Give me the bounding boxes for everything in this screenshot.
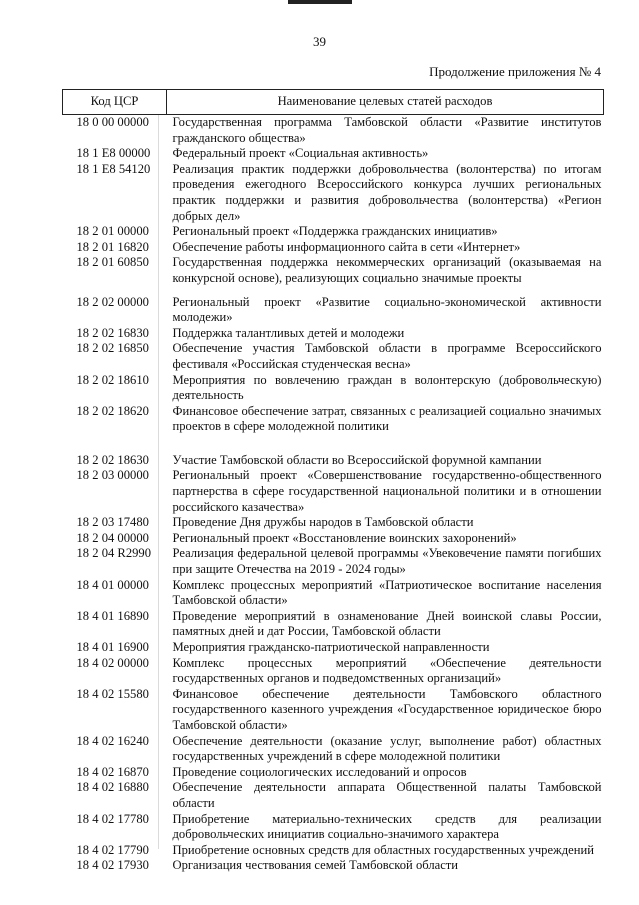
table-row <box>63 255 604 294</box>
table-row <box>63 468 604 515</box>
row-code: 18 4 01 00000 <box>76 577 149 592</box>
row-code: 18 2 04 00000 <box>76 530 149 545</box>
table-row <box>63 115 604 147</box>
row-name: Приобретение основных средств для областных государственных учреждений <box>172 842 594 857</box>
table-row <box>63 843 604 859</box>
row-name: Комплекс процессных мероприятий «Обеспечение деятельности государственных органов и подведомственных организаций» <box>172 655 602 686</box>
row-code: 18 2 02 00000 <box>76 294 149 309</box>
top-edge-mark <box>288 0 352 4</box>
row-code: 18 1 E8 54120 <box>76 161 151 176</box>
table-row <box>63 295 604 326</box>
row-name: Региональный проект «Совершенствование государственно-общественного партнерства в сфере государственной национальной политики и в отношении российского казачества» <box>172 468 602 514</box>
row-name: Обеспечение деятельности (оказание услуг, выполнение работ) областных государственных учреждений в сфере молодежной политики <box>172 733 602 764</box>
table-body <box>63 115 604 874</box>
continuation-label: Продолжение приложения № 4 <box>429 64 601 79</box>
row-code: 18 4 02 17930 <box>76 858 149 873</box>
table-row <box>63 373 604 404</box>
row-name: Комплекс процессных мероприятий «Патриотическое воспитание населения Тамбовской области» <box>172 577 602 608</box>
row-name: Участие Тамбовской области во Всероссийской форумной кампании <box>172 452 542 467</box>
table-row <box>63 453 604 469</box>
row-name: Реализация практик поддержки добровольчества (волонтерства) по итогам проведения ежегодного Всероссийского конкурса лучших региональных практик поддержки и развития добровольчества (волонтерства) «Регион добрых дел» <box>172 161 602 223</box>
row-code: 18 1 E8 00000 <box>76 146 151 161</box>
row-code: 18 2 02 18610 <box>76 372 149 387</box>
row-name: Проведение социологических исследований и опросов <box>172 764 467 779</box>
row-name: Региональный проект «Поддержка гражданских инициатив» <box>172 224 498 239</box>
row-code: 18 4 02 15580 <box>76 686 149 701</box>
table-row <box>63 404 604 453</box>
table-row <box>63 858 604 874</box>
table-row <box>63 240 604 256</box>
row-code: 18 4 02 00000 <box>76 655 149 670</box>
row-code: 18 4 01 16900 <box>76 640 149 654</box>
table-row <box>63 609 604 640</box>
row-name: Обеспечение деятельности аппарата Общественной палаты Тамбовской области <box>172 780 602 810</box>
table-row <box>63 146 604 162</box>
row-code: 18 2 02 18630 <box>76 452 149 467</box>
table-row <box>63 812 604 843</box>
row-code: 18 2 03 00000 <box>76 468 149 483</box>
row-code: 18 2 01 16820 <box>76 239 149 254</box>
row-name: Обеспечение участия Тамбовской области в программе Всероссийского фестиваля «Российская студенческая весна» <box>172 341 602 371</box>
row-code: 18 2 02 18620 <box>76 403 149 418</box>
target-articles-table <box>62 89 604 874</box>
header-code: Код ЦСР <box>63 90 167 115</box>
row-code: 18 4 02 17790 <box>76 842 149 857</box>
row-code: 18 2 04 R2990 <box>76 546 152 561</box>
table-row <box>63 780 604 811</box>
table-row <box>63 765 604 781</box>
row-code: 18 2 02 16830 <box>76 325 149 340</box>
row-name: Организация чествования семей Тамбовской области <box>172 858 459 873</box>
row-name: Мероприятия гражданско-патриотической направленности <box>172 640 490 654</box>
table-row <box>63 162 604 224</box>
row-name: Мероприятия по вовлечению граждан в волонтерскую (добровольческую) деятельность <box>172 372 602 403</box>
row-code: 18 4 02 16880 <box>76 780 149 795</box>
page-number: 39 <box>313 34 326 49</box>
row-name: Поддержка талантливых детей и молодежи <box>172 325 405 340</box>
row-name: Финансовое обеспечение деятельности Тамбовского областного государственного казенного учреждения «Государственное юридическое бюро Тамбовской области» <box>172 686 602 732</box>
table-row <box>63 546 604 577</box>
table-row <box>63 687 604 734</box>
row-code: 18 2 01 00000 <box>76 224 149 239</box>
row-name: Реализация федеральной целевой программы «Увековечение памяти погибших при защите Отечества на 2019 - 2024 годы» <box>172 546 602 577</box>
row-name: Региональный проект «Восстановление воинских захоронений» <box>172 530 517 545</box>
row-name: Государственная поддержка некоммерческих организаций (оказываемая на конкурсной основе), реализующих социально значимые проекты <box>172 255 602 285</box>
row-code: 18 0 00 00000 <box>76 115 149 129</box>
row-code: 18 4 02 16870 <box>76 764 149 779</box>
table-row <box>63 531 604 547</box>
row-name: Федеральный проект «Социальная активность» <box>172 146 429 161</box>
table-row <box>63 578 604 609</box>
row-code: 18 2 03 17480 <box>76 515 149 530</box>
row-code: 18 4 02 16240 <box>76 733 149 748</box>
row-name: Обеспечение работы информационного сайта в сети «Интернет» <box>172 239 521 254</box>
row-name: Приобретение материально-технических средств для реализации добровольческих инициатив социально-значимого характера <box>172 811 602 842</box>
table-row <box>63 734 604 765</box>
row-name: Региональный проект «Развитие социально-экономической активности молодежи» <box>172 294 602 325</box>
row-name: Государственная программа Тамбовской области «Развитие институтов гражданского общества» <box>172 115 602 145</box>
row-name: Проведение Дня дружбы народов в Тамбовской области <box>172 515 474 530</box>
row-code: 18 2 01 60850 <box>76 255 149 270</box>
row-code: 18 4 02 17780 <box>76 811 149 826</box>
row-code: 18 4 01 16890 <box>76 608 149 623</box>
table-header-row <box>63 90 604 115</box>
header-name: Наименование целевых статей расходов <box>167 90 604 115</box>
table-row <box>63 515 604 531</box>
table-row <box>63 224 604 240</box>
table-row <box>63 341 604 372</box>
row-name: Проведение мероприятий в ознаменование Дней воинской славы России, памятных дней и дат России, Тамбовской области <box>172 608 602 639</box>
table-row <box>63 640 604 656</box>
row-code: 18 2 02 16850 <box>76 341 149 356</box>
table-row <box>63 656 604 687</box>
table-row <box>63 326 604 342</box>
row-name: Финансовое обеспечение затрат, связанных с реализацией социально значимых проектов в сфере молодежной политики <box>172 403 602 434</box>
